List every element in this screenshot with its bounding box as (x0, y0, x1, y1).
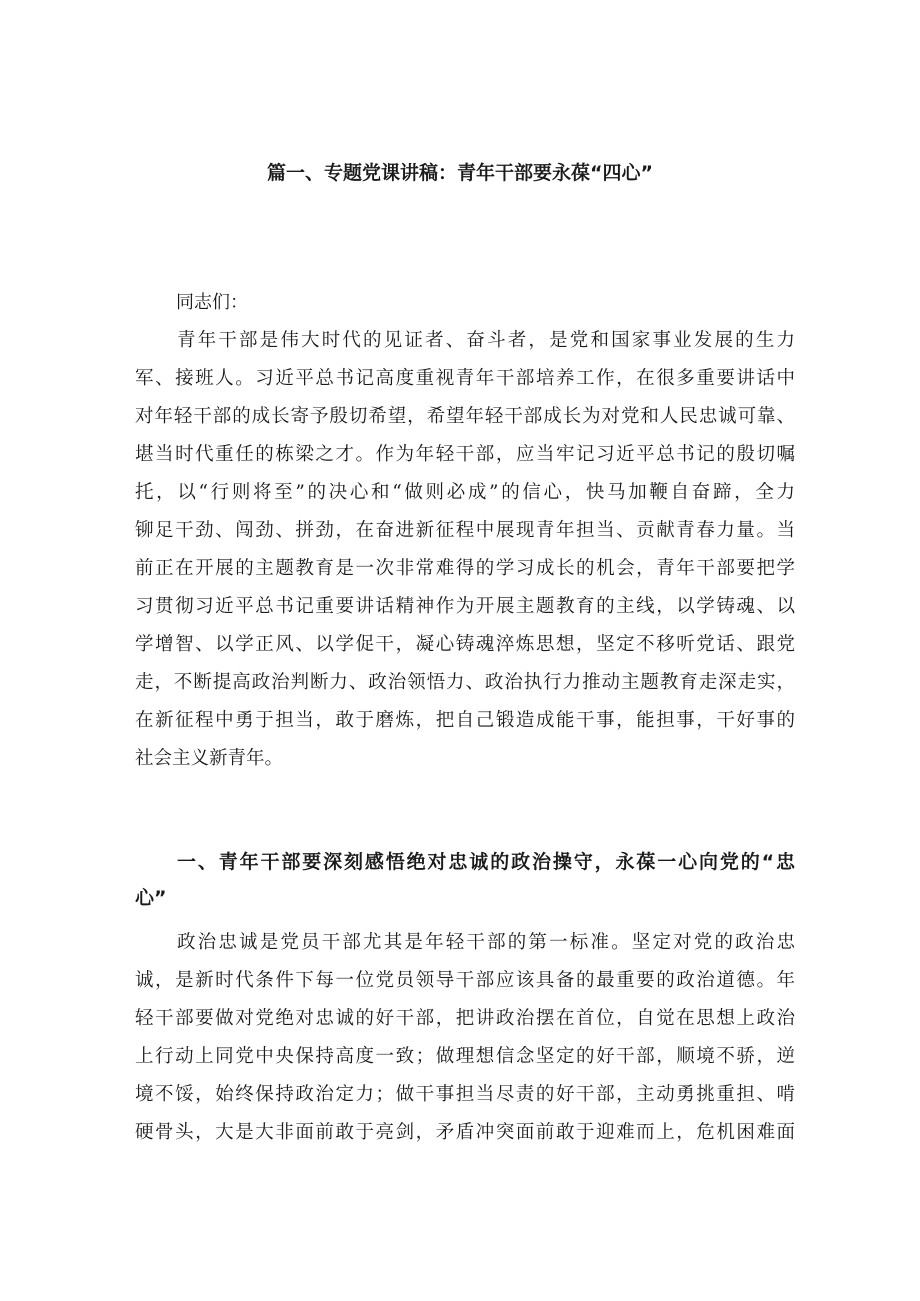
paragraph-line: 学增智、以学正风、以学促干，凝心铸魂淬炼思想，坚定不移听党话、跟党 (135, 634, 795, 655)
paragraph-line: 托，以“行则将至”的决心和“做则必成”的信心，快马加鞭自奋蹄，全力 (135, 482, 795, 503)
paragraph-line: 习贯彻习近平总书记重要讲话精神作为开展主题教育的主线，以学铸魂、以 (135, 596, 795, 617)
paragraph-line: 上行动上同党中央保持高度一致；做理想信念坚定的好干部，顺境不骄，逆 (135, 1046, 795, 1067)
paragraph-intro (135, 322, 795, 778)
paragraph-line: 军、接班人。习近平总书记高度重视青年干部培养工作，在很多重要讲话中 (135, 368, 795, 389)
heading-line: 一、青年干部要深刻感悟绝对忠诚的政治操守，永葆一心向党的“忠 (177, 851, 795, 873)
paragraph-line: 在新征程中勇于担当，敢于磨炼，把自己锻造成能干事，能担事，干好事的 (135, 710, 795, 731)
document-title: 篇一、专题党课讲稿：青年干部要永葆“四心” (267, 162, 653, 184)
paragraph-section-1 (135, 924, 795, 1152)
paragraph-line: 青年干部是伟大时代的见证者、奋斗者，是党和国家事业发展的生力 (177, 330, 795, 351)
paragraph-line: 轻干部要做对党绝对忠诚的好干部，把讲政治摆在首位，自觉在思想上政治 (135, 1008, 795, 1029)
paragraph-line: 政治忠诚是党员干部尤其是年轻干部的第一标准。坚定对党的政治忠 (177, 932, 795, 953)
paragraph-line: 对年轻干部的成长寄予殷切希望，希望年轻干部成长为对党和人民忠诚可靠、 (135, 406, 795, 427)
paragraph-line: 走，不断提高政治判断力、政治领悟力、政治执行力推动主题教育走深走实， (135, 672, 795, 693)
paragraph-line: 社会主义新青年。 (135, 748, 284, 769)
heading-line: 心” (135, 887, 167, 909)
paragraph-line: 铆足干劲、闯劲、拼劲，在奋进新征程中展现青年担当、贡献青春力量。当 (135, 520, 795, 541)
paragraph-line: 境不馁，始终保持政治定力；做干事担当尽责的好干部，主动勇挑重担、啃 (135, 1084, 795, 1105)
salutation: 同志们： (176, 292, 248, 313)
paragraph-line: 前正在开展的主题教育是一次非常难得的学习成长的机会，青年干部要把学 (135, 558, 795, 579)
section-heading-1 (135, 844, 795, 916)
paragraph-line: 诚，是新时代条件下每一位党员领导干部应该具备的最重要的政治道德。年 (135, 970, 795, 991)
paragraph-line: 堪当时代重任的栋梁之才。作为年轻干部，应当牢记习近平总书记的殷切嘱 (135, 444, 795, 465)
paragraph-line: 硬骨头，大是大非面前敢于亮剑，矛盾冲突面前敢于迎难而上，危机困难面 (135, 1122, 795, 1143)
